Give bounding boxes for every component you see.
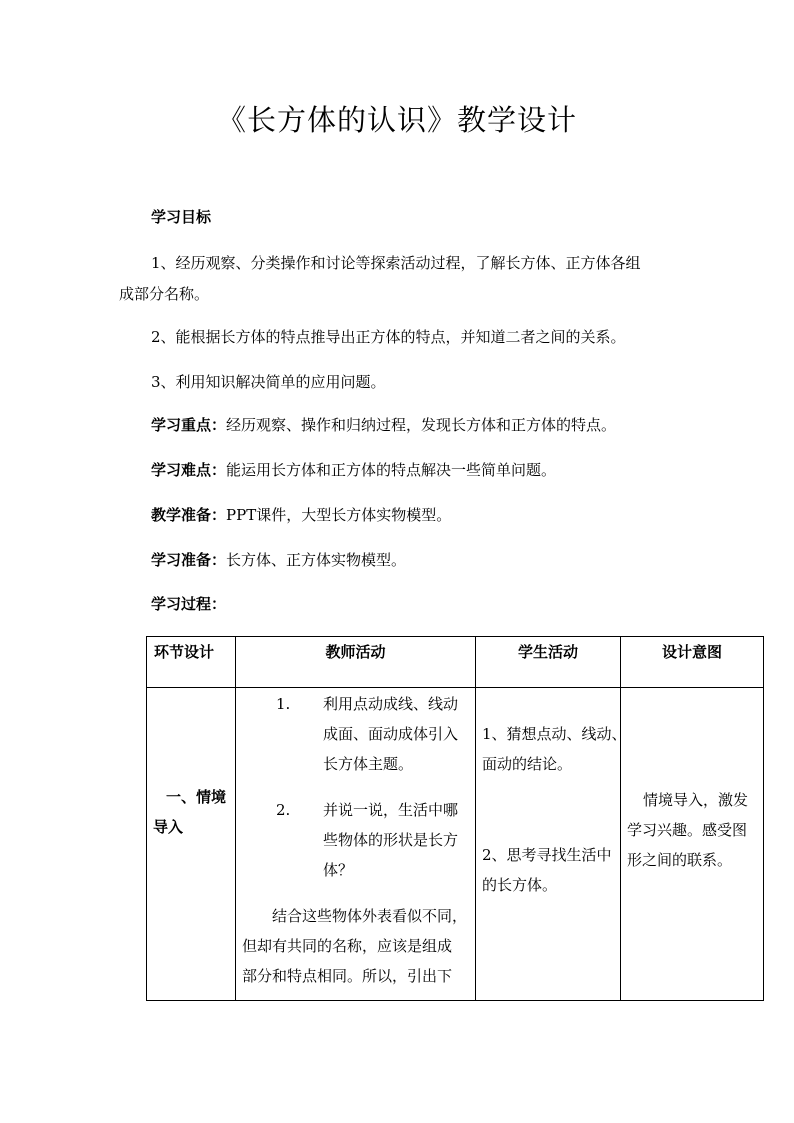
table-row xyxy=(147,688,764,1001)
teacher-item1-number: 1. xyxy=(276,695,291,713)
objective-1-line-1: 1、经历观察、分类操作和讨论等探索活动过程，了解长方体、正方体各组 xyxy=(151,254,641,272)
teacher-item2-number: 2. xyxy=(276,801,291,819)
teacher-item2-line-1: 并说一说，生活中哪 xyxy=(323,801,459,819)
student-cell xyxy=(476,688,627,1001)
stage-line-2: 导入 xyxy=(153,818,184,836)
student-2-line-1: 2、思考寻找生活中 xyxy=(482,846,612,864)
objective-3: 3、利用知识解决简单的应用问题。 xyxy=(151,373,386,391)
difficulty-label: 学习难点： xyxy=(151,461,227,479)
teaching-prep-text: PPT课件，大型长方体实物模型。 xyxy=(226,506,452,524)
key-point xyxy=(151,415,616,435)
learning-prep xyxy=(151,550,406,570)
intent-line-1: 情境导入，激发 xyxy=(643,791,749,809)
student-1-line-2: 面动的结论。 xyxy=(482,755,573,773)
intent-line-2: 学习兴趣。感受图 xyxy=(627,821,748,839)
header-stage: 环节设计 xyxy=(147,637,236,688)
teacher-para-line-2: 但却有共同的名称，应该是组成 xyxy=(242,937,453,955)
stage-cell xyxy=(147,688,236,1001)
header-teacher: 教师活动 xyxy=(236,637,476,688)
objectives-heading: 学习目标 xyxy=(151,208,212,226)
teacher-para-line-1: 结合这些物体外表看似不同， xyxy=(272,907,468,925)
teacher-cell xyxy=(236,688,476,1001)
key-point-text: 经历观察、操作和归纳过程，发现长方体和正方体的特点。 xyxy=(226,416,617,434)
stage-line-1: 一、情境 xyxy=(166,788,227,806)
header-intent: 设计意图 xyxy=(621,637,764,688)
teacher-item2-line-2: 些物体的形状是长方 xyxy=(323,831,459,849)
teaching-prep-label: 教学准备： xyxy=(151,506,227,524)
learning-prep-text: 长方体、正方体实物模型。 xyxy=(226,551,407,569)
difficulty-text: 能运用长方体和正方体的特点解决一些简单问题。 xyxy=(226,461,557,479)
header-student: 学生活动 xyxy=(476,637,621,688)
teacher-para-line-3: 部分和特点相同。所以，引出下 xyxy=(242,967,453,985)
key-point-label: 学习重点： xyxy=(151,416,227,434)
learning-prep-label: 学习准备： xyxy=(151,551,227,569)
difficulty xyxy=(151,460,556,480)
objective-2: 2、能根据长方体的特点推导出正方体的特点，并知道二者之间的关系。 xyxy=(151,328,626,346)
student-2-line-2: 的长方体。 xyxy=(482,876,558,894)
document-title: 《长方体的认识》教学设计 xyxy=(216,103,577,137)
student-1-line-1: 1、猜想点动、线动、 xyxy=(482,725,627,743)
teacher-item1-line-2: 成面、面动成体引入 xyxy=(323,725,459,743)
teaching-prep xyxy=(151,505,451,525)
intent-cell xyxy=(621,688,764,1001)
intent-line-3: 形之间的联系。 xyxy=(627,851,733,869)
process-table xyxy=(146,636,764,1001)
teacher-item1-line-1: 利用点动成线、线动 xyxy=(323,695,459,713)
process-heading: 学习过程： xyxy=(151,595,227,613)
teacher-item1-line-3: 长方体主题。 xyxy=(323,755,414,773)
teacher-item2-line-3: 体？ xyxy=(323,861,354,879)
objective-1-line-2: 成部分名称。 xyxy=(119,285,210,303)
table-header-row xyxy=(147,637,764,688)
